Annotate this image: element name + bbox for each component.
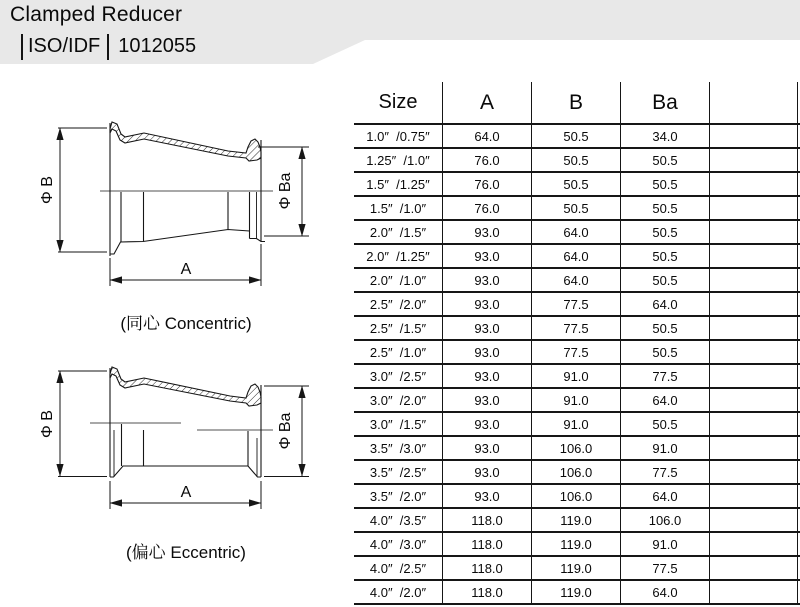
table-cell: 50.5 [620,317,709,339]
table-cell: 91.0 [531,389,620,411]
divider-bar [21,34,23,60]
table-cell: 93.0 [442,437,531,459]
product-code: 1012055 [118,35,197,57]
table-cell: 3.0″ /1.5″ [369,416,427,432]
table-row [354,293,800,317]
table-cell: 64.0 [531,269,620,291]
table-cell: 93.0 [442,413,531,435]
table-row [354,173,800,197]
table-row [354,269,800,293]
table-row [354,317,800,341]
dim-label-a: A [180,261,192,278]
table-cell: 93.0 [442,293,531,315]
table-cell: 50.5 [531,173,620,195]
table-cell: 64.0 [620,485,709,507]
table-cell: 50.5 [620,269,709,291]
table-cell: 1.5″ /1.25″ [366,176,430,192]
standard-label: ISO/IDF [28,35,101,57]
table-cell [709,581,798,603]
dimension-table [354,82,800,605]
table-row [354,413,800,437]
table-row [354,557,800,581]
table-cell [709,341,798,363]
table-cell: 76.0 [442,173,531,195]
table-cell: 3.5″ /2.0″ [369,488,427,504]
table-row [354,581,800,605]
table-row [354,437,800,461]
table-cell: 91.0 [620,437,709,459]
table-cell [709,317,798,339]
dim-label-phi-ba: Φ Ba [277,172,294,210]
table-cell: 77.5 [620,365,709,387]
table-cell: 91.0 [531,413,620,435]
table-cell: 50.5 [531,197,620,219]
dim-label-phi-b: Φ B [39,176,56,204]
table-cell: 77.5 [531,293,620,315]
table-cell: 118.0 [442,581,531,603]
table-cell: 50.5 [531,125,620,147]
table-cell [709,365,798,387]
table-cell: 64.0 [620,581,709,603]
table-cell: 2.5″ /2.0″ [369,296,427,312]
table-cell: 2.5″ /1.5″ [369,320,427,336]
table-cell: 91.0 [531,365,620,387]
table-cell: 119.0 [531,509,620,531]
table-cell: 3.0″ /2.0″ [369,392,427,408]
table-cell: 118.0 [442,533,531,555]
table-cell: 77.5 [620,461,709,483]
table-cell [709,221,798,243]
table-cell: 64.0 [620,293,709,315]
table-cell: 93.0 [442,389,531,411]
table-cell: 50.5 [620,173,709,195]
table-cell: 50.5 [620,245,709,267]
table-row [354,149,800,173]
table-cell: 77.5 [531,317,620,339]
table-cell [709,245,798,267]
table-cell: 76.0 [442,197,531,219]
eccentric-reducer-drawing [0,345,350,607]
table-cell: 93.0 [442,341,531,363]
table-cell: 106.0 [531,461,620,483]
table-cell: 64.0 [531,221,620,243]
column-header-b: B [531,82,620,123]
table-cell: 4.0″ /3.5″ [369,512,427,528]
table-cell: 119.0 [531,557,620,579]
table-cell: 50.5 [620,341,709,363]
table-cell: 118.0 [442,557,531,579]
table-cell: 2.0″ /1.0″ [369,272,427,288]
table-cell: 93.0 [442,485,531,507]
table-cell: 50.5 [620,413,709,435]
table-row [354,485,800,509]
table-cell: 3.0″ /2.5″ [369,368,427,384]
table-cell: 1.5″ /1.0″ [369,200,427,216]
table-cell [709,197,798,219]
table-cell: 93.0 [442,317,531,339]
table-cell [709,557,798,579]
table-row [354,221,800,245]
dim-label-phi-b: Φ B [39,410,56,438]
divider-bar [107,34,109,60]
table-row [354,533,800,557]
table-row [354,365,800,389]
table-cell [709,461,798,483]
table-cell: 64.0 [620,389,709,411]
standard-code-line [21,33,196,60]
table-cell: 76.0 [442,149,531,171]
column-header-ba: Ba [620,82,709,123]
table-cell: 93.0 [442,461,531,483]
dim-label-phi-ba: Φ Ba [277,412,294,450]
table-cell: 50.5 [531,149,620,171]
table-header-row [354,82,800,125]
table-cell: 118.0 [442,509,531,531]
table-cell: 4.0″ /2.0″ [369,584,427,600]
table-cell: 119.0 [531,581,620,603]
table-cell: 50.5 [620,149,709,171]
table-row [354,461,800,485]
table-cell: 64.0 [442,125,531,147]
concentric-caption: (同心 Concentric) [120,314,252,333]
table-cell: 106.0 [620,509,709,531]
concentric-reducer-drawing [0,90,350,340]
table-cell: 77.5 [531,341,620,363]
table-cell: 77.5 [620,557,709,579]
table-cell: 50.5 [620,221,709,243]
table-row [354,389,800,413]
table-cell: 93.0 [442,269,531,291]
table-cell: 1.25″ /1.0″ [366,152,430,168]
table-cell [709,389,798,411]
table-row [354,245,800,269]
table-cell [709,293,798,315]
table-cell [709,173,798,195]
table-cell: 106.0 [531,437,620,459]
table-cell: 3.5″ /3.0″ [369,440,427,456]
table-row [354,341,800,365]
table-cell: 93.0 [442,245,531,267]
table-cell: 91.0 [620,533,709,555]
table-cell: 4.0″ /3.0″ [369,536,427,552]
table-cell [709,485,798,507]
table-cell: 1.0″ /0.75″ [366,128,430,144]
table-cell [709,269,798,291]
table-cell: 93.0 [442,365,531,387]
table-row [354,125,800,149]
table-row [354,197,800,221]
table-row [354,509,800,533]
table-cell [709,125,798,147]
table-cell: 93.0 [442,221,531,243]
table-cell: 106.0 [531,485,620,507]
dim-label-a: A [180,484,192,501]
page-title: Clamped Reducer [10,3,183,26]
table-cell: 2.5″ /1.0″ [369,344,427,360]
table-cell: 3.5″ /2.5″ [369,464,427,480]
table-cell: 2.0″ /1.5″ [369,224,427,240]
eccentric-caption: (偏心 Eccentric) [126,543,246,562]
table-cell: 34.0 [620,125,709,147]
table-cell: 4.0″ /2.5″ [369,560,427,576]
table-cell: 64.0 [531,245,620,267]
table-cell: 50.5 [620,197,709,219]
column-header-size: Size [378,91,418,113]
table-cell [709,533,798,555]
table-cell: 2.0″ /1.25″ [366,248,430,264]
column-header-a: A [442,82,531,123]
column-header-empty [709,82,798,123]
table-cell [709,149,798,171]
table-cell [709,509,798,531]
table-cell [709,413,798,435]
table-cell: 119.0 [531,533,620,555]
table-cell [709,437,798,459]
